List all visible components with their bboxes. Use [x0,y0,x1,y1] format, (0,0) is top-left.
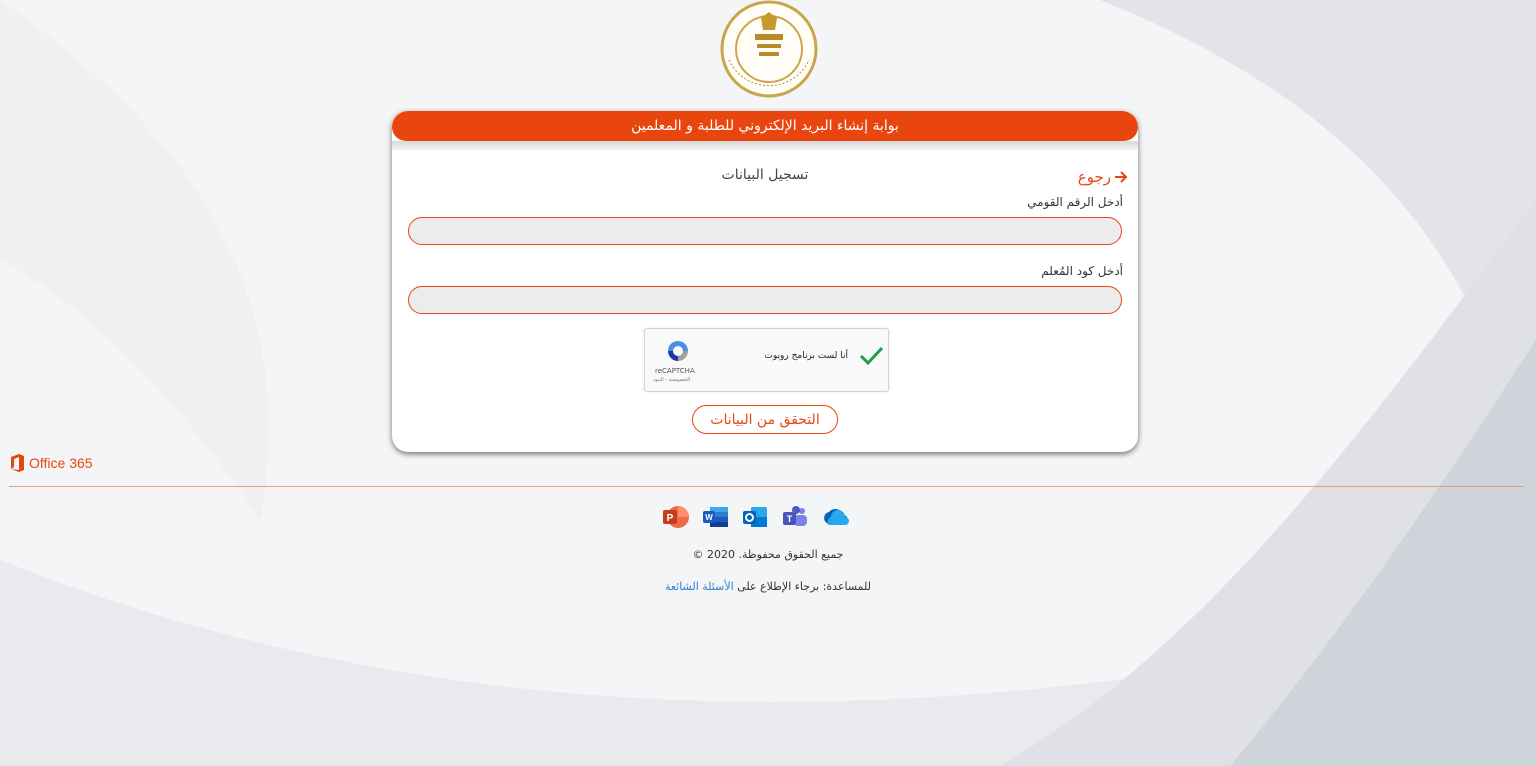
recaptcha-logo-icon [666,339,690,363]
national-id-input[interactable] [408,217,1122,245]
svg-text:W: W [705,513,713,522]
form-title: تسجيل البيانات [721,167,809,183]
office-logo-icon [9,454,25,472]
recaptcha-widget [644,328,889,392]
help-label: للمساعدة: برجاء الإطلاع على [733,580,872,593]
recaptcha-brand: reCAPTCHA [655,367,695,375]
verify-data-button[interactable]: التحقق من البيانات [692,405,838,434]
national-id-label: أدخل الرقم القومي [1027,195,1123,209]
teacher-code-label: أدخل كود المُعلم [1041,264,1123,278]
registration-card [392,111,1138,452]
teams-icon [781,503,809,531]
card-header-title: بوابة إنشاء البريد الإلكتروني للطلبة و المعلمين [392,111,1138,141]
word-icon [701,503,729,531]
outlook-icon [741,503,769,531]
office-365-brand [9,454,93,472]
back-link-label: رجوع [1077,168,1111,186]
copyright-text: جميع الحقوق محفوظة. 2020 © [692,548,844,561]
onedrive-icon [821,503,849,531]
footer-divider [9,486,1524,487]
svg-text:P: P [666,513,674,524]
office-label: Office 365 [29,455,93,471]
recaptcha-checkmark-icon[interactable] [858,343,884,369]
office-apps-row [661,503,871,531]
svg-text:T: T [786,514,793,524]
recaptcha-label: أنا لست برنامج روبوت [764,351,848,361]
faq-link[interactable]: الأسئلة الشائعة [664,580,734,593]
help-text [0,580,1536,593]
teacher-code-input[interactable] [408,286,1122,314]
card-header-band [392,141,1138,150]
powerpoint-icon [661,503,689,531]
ministry-seal-logo [711,0,828,99]
recaptcha-links[interactable]: الخصوصية - البنود [653,377,691,383]
